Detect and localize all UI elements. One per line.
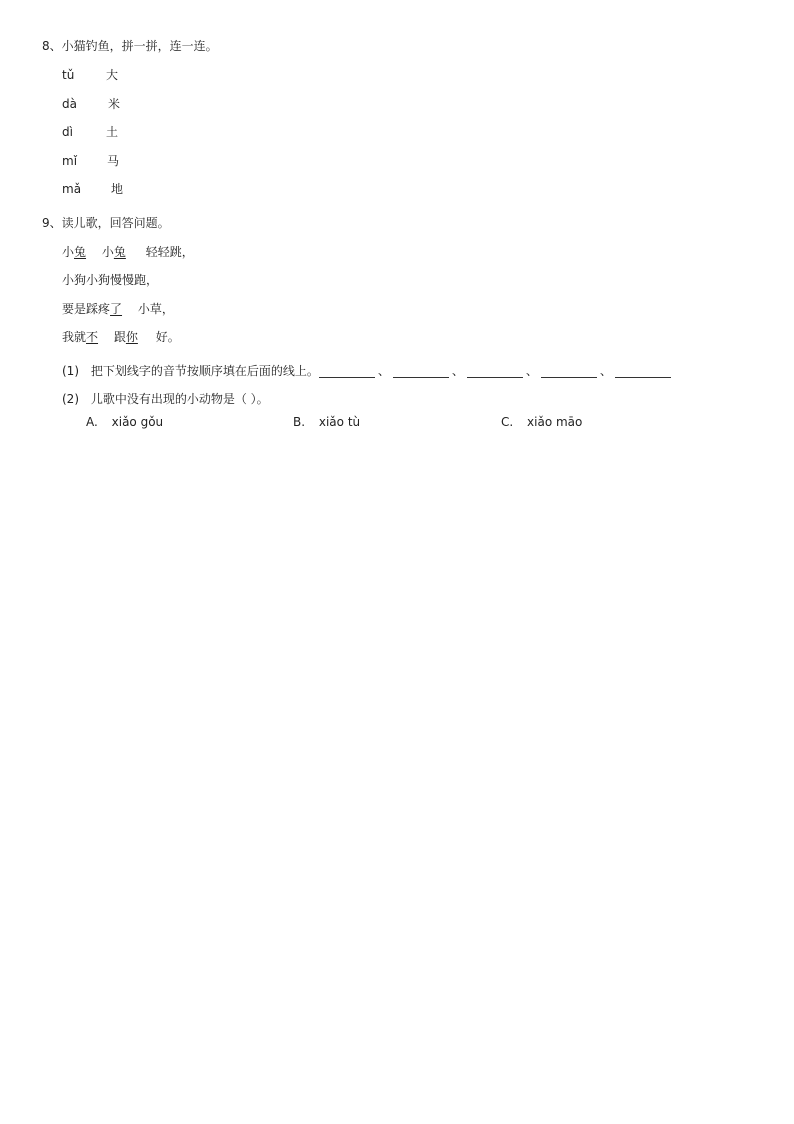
char-2: 米 (108, 97, 121, 111)
question-8-title: 8、小猫钓鱼，拼一拼，连一连。 (42, 39, 218, 53)
option-text: xiǎo māo (527, 415, 583, 429)
answer-blank-1[interactable] (319, 365, 375, 378)
char-4: 马 (107, 154, 120, 168)
underlined-char: 不 (86, 330, 99, 344)
option-text: xiǎo gǒu (111, 415, 164, 429)
pinyin-5: mǎ (62, 182, 82, 196)
subquestion-text: 把下划线字的音节按顺序填在后面的线上。 (90, 364, 319, 378)
poem-text: 小 (62, 245, 75, 259)
char-3: 土 (106, 125, 119, 139)
pinyin-2: dà (62, 97, 77, 111)
option-b[interactable] (293, 415, 360, 429)
underlined-char: 你 (125, 330, 138, 344)
separator: 、 (525, 364, 538, 378)
poem-line-4 (62, 330, 180, 344)
underlined-char: 兔 (113, 245, 126, 259)
poem-text: 好。 (155, 330, 180, 344)
subquestion-number: (2) (62, 392, 79, 406)
question-9-title: 9、读儿歌，回答问题。 (42, 216, 170, 230)
char-5: 地 (111, 182, 124, 196)
subquestion-number: (1) (62, 364, 79, 378)
option-letter: C. (501, 415, 514, 429)
option-c[interactable] (501, 415, 582, 429)
separator: 、 (599, 364, 612, 378)
poem-text: 跟 (113, 330, 126, 344)
subquestion-2 (62, 392, 269, 406)
answer-blank-2[interactable] (393, 365, 449, 378)
option-a[interactable] (86, 415, 163, 429)
char-1: 大 (106, 68, 119, 82)
poem-text: 小 (101, 245, 114, 259)
option-letter: A. (86, 415, 98, 429)
pinyin-4: mǐ (62, 154, 78, 168)
subquestion-1 (62, 364, 671, 378)
answer-blank-4[interactable] (541, 365, 597, 378)
poem-text: 轻轻跳， (145, 245, 194, 259)
answer-blank-3[interactable] (467, 365, 523, 378)
answer-blank-5[interactable] (615, 365, 671, 378)
pinyin-3: dì (62, 125, 73, 139)
separator: 、 (377, 364, 390, 378)
option-letter: B. (293, 415, 306, 429)
underlined-char: 兔 (74, 245, 87, 259)
subquestion-text: 儿歌中没有出现的小动物是（ ）。 (90, 392, 269, 406)
separator: 、 (451, 364, 464, 378)
pinyin-1: tǔ (62, 68, 75, 82)
underlined-char: 了 (110, 302, 123, 316)
option-text: xiǎo tù (318, 415, 361, 429)
poem-line-1 (62, 245, 194, 259)
poem-text: 要是踩疼 (62, 302, 111, 316)
poem-line-3 (62, 302, 174, 316)
poem-line-2: 小狗小狗慢慢跑， (62, 273, 159, 287)
poem-text: 我就 (62, 330, 87, 344)
poem-text: 小草， (137, 302, 174, 316)
